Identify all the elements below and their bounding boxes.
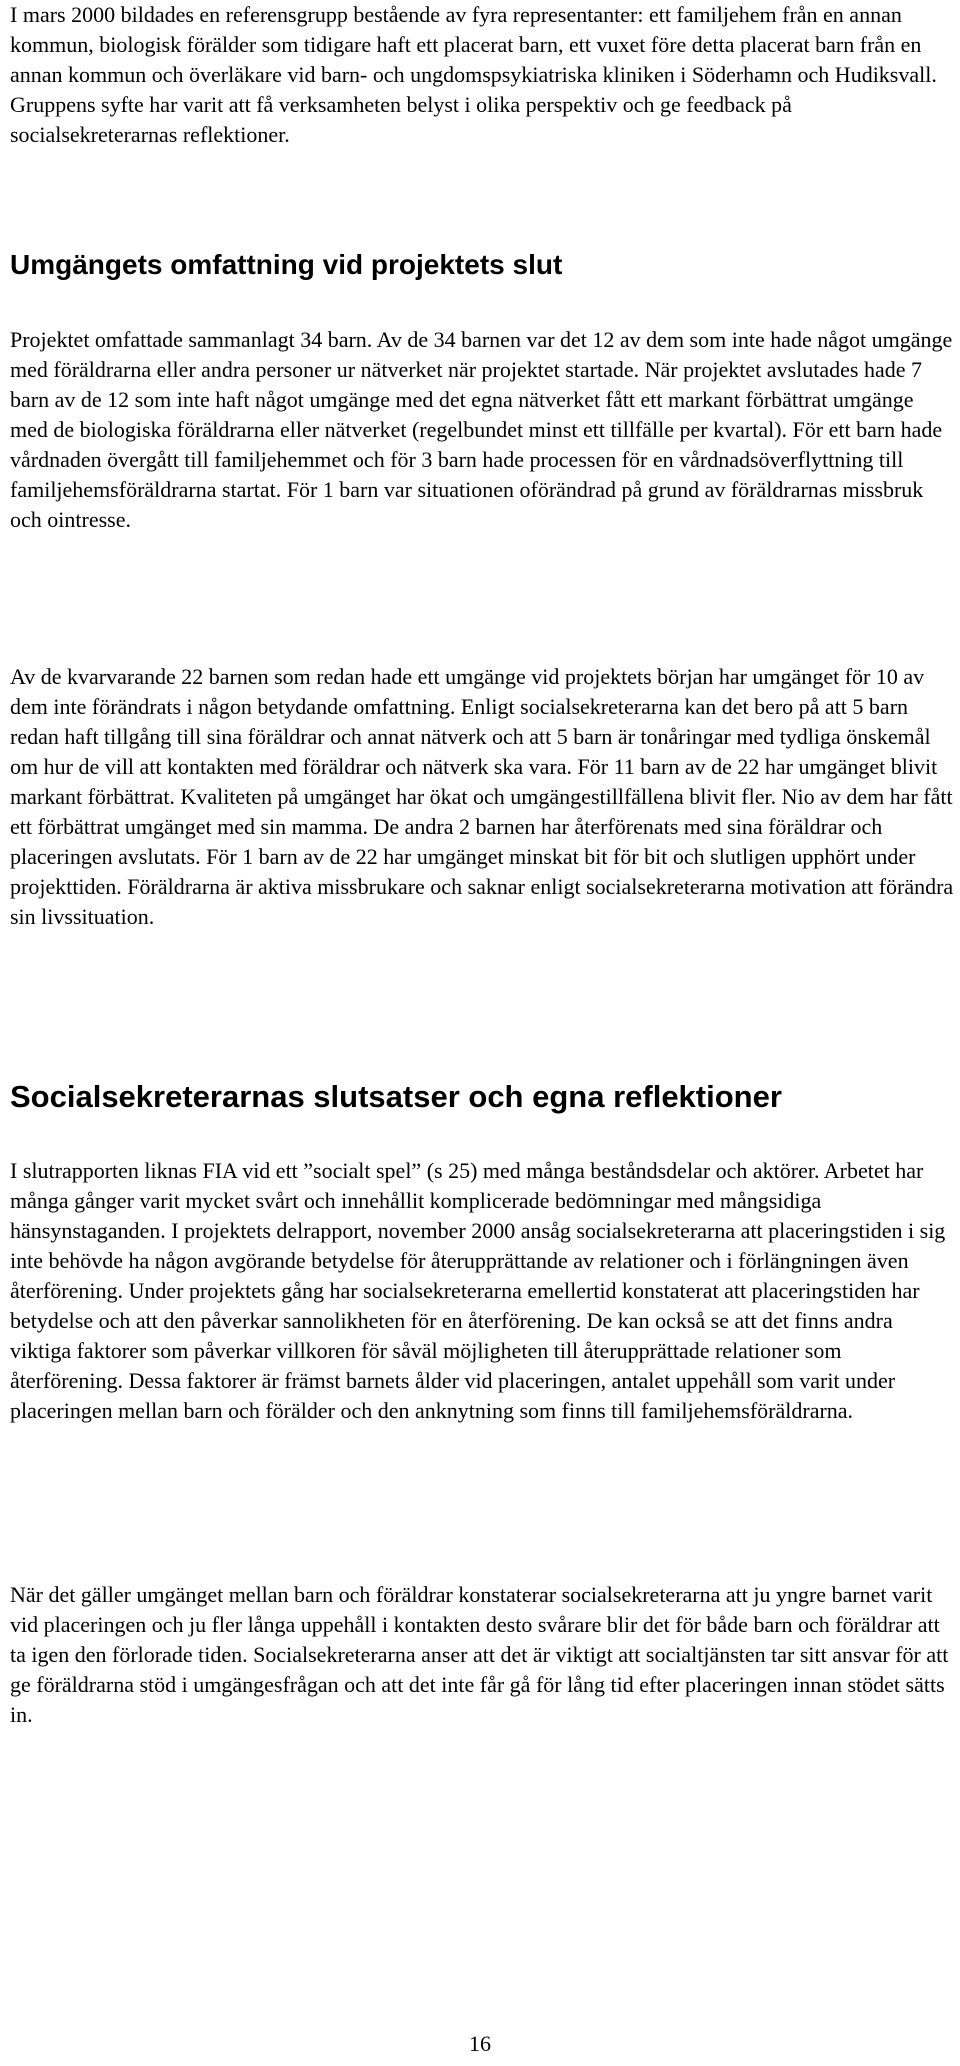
paragraph-project-children: Projektet omfattade sammanlagt 34 barn. Av de 34 barnen var det 12 av dem som inte hade något umgänge med föräldrarna eller andra personer ur nätverket när projektet startade. När projektet avslutades hade 7 barn av de 12 som inte haft något umgänge med det egna nätverket fått ett markant förbättrat umgänge med de biologiska föräldrarna eller nätverket (regelbundet minst ett tillfälle per kvartal). För ett barn hade vårdnaden övergått till familjehemmet och för 3 barn hade processen för en vårdnadsöverflyttning till familjehemsföräldrarna startat. För 1 barn var situationen oförändrad på grund av föräldrarnas missbruk och ointresse. <box>10 327 953 532</box>
paragraph-final-report: I slutrapporten liknas FIA vid ett ”socialt spel” (s 25) med många beståndsdelar och aktörer. Arbetet har många gånger varit mycket svårt och innehållit komplicerade bedömningar med mångsidiga hänsynstaganden. I projektets delrapport, november 2000 ansåg socialsekreterarna att placeringstiden i sig inte behövde ha någon avgörande betydelse för återupprättande av relationer och i förlängningen även återförening. Under projektets gång har socialsekreterarna emellertid konstaterat att placeringstiden har betydelse och att den påverkar sannolikheten för en återförening. De kan också se att det finns andra viktiga faktorer som påverkar villkoren för såväl möjligheten till återupprättade relationer som återförening. Dessa faktorer är främst barnets ålder vid placeringen, antalet uppehåll som varit under placeringen mellan barn och förälder och den anknytning som finns till familjehemsföräldrarna. <box>10 1158 946 1423</box>
paragraph-contact-parents: När det gäller umgänget mellan barn och föräldrar konstaterar socialsekreterarna att ju yngre barnet varit vid placeringen och ju fler långa uppehåll i kontakten desto svårare blir det för både barn och föräldrar att ta igen den förlorade tiden. Socialsekreterarna anser att det är viktigt att socialtjänsten tar sitt ansvar för att ge föräldrarna stöd i umgängesfrågan och att det inte får gå för lång tid efter placeringen innan stödet sätts in. <box>10 1582 949 1727</box>
heading-contact-extent: Umgängets omfattning vid projektets slut <box>10 249 563 280</box>
heading-conclusions: Socialsekreterarnas slutsatser och egna reflektioner <box>10 1079 782 1114</box>
paragraph-remaining-children: Av de kvarvarande 22 barnen som redan hade ett umgänge vid projektets början har umgänget för 10 av dem inte förändrats i någon betydande omfattning. Enligt socialsekreterarna kan det bero på att 5 barn redan haft tillgång till sina föräldrar och annat nätverk och att 5 barn är tonåringar med tydliga önskemål om hur de vill att kontakten med föräldrar och nätverk ska vara. För 11 barn av de 22 har umgänget blivit markant förbättrat. Kvaliteten på umgänget har ökat och umgängestillfällena blivit fler. Nio av dem har fått ett förbättrat umgänget med sin mamma. De andra 2 barnen har återförenats med sina föräldrar och placeringen avslutats. För 1 barn av de 22 har umgänget minskat bit för bit och slutligen upphört under projekttiden. Föräldrarna är aktiva missbrukare och saknar enligt socialsekreterarna motivation att förändra sin livssituation. <box>10 664 954 929</box>
paragraph-reference-group: I mars 2000 bildades en referensgrupp bestående av fyra representanter: ett familjehem från en annan kommun, biologisk förälder som tidigare haft ett placerat barn, ett vuxet före detta placerat barn från en annan kommun och överläkare vid barn- och ungdomspsykiatriska kliniken i Söderhamn och Hudiksvall. Gruppens syfte har varit att få verksamheten belyst i olika perspektiv och ge feedback på socialsekreterarnas reflektioner. <box>10 2 937 147</box>
page-number: 16 <box>469 2031 491 2056</box>
